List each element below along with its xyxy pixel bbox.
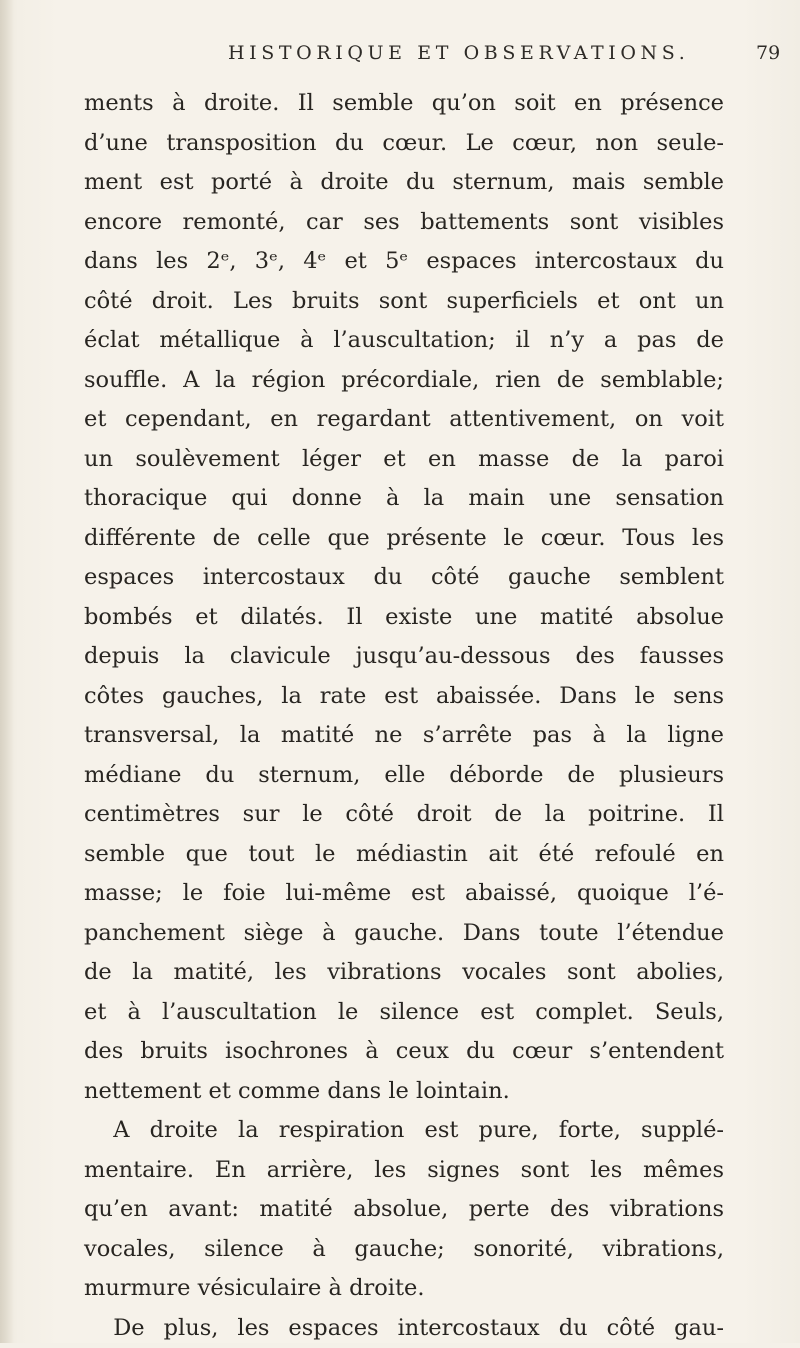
body-text xyxy=(84,84,724,1348)
text-line: panchement siège à gauche. Dans toute l’étendue xyxy=(84,914,724,954)
text-line: thoracique qui donne à la main une sensation xyxy=(84,479,724,519)
text-line: murmure vésiculaire à droite. xyxy=(84,1269,724,1309)
text-line: et à l’auscultation le silence est complet. Seuls, xyxy=(84,993,724,1033)
text-line: un soulèvement léger et en masse de la paroi xyxy=(84,440,724,480)
text-line: de la matité, les vibrations vocales sont abolies, xyxy=(84,953,724,993)
page-number: 79 xyxy=(756,42,780,64)
text-line: semble que tout le médiastin ait été refoulé en xyxy=(84,835,724,875)
text-line: mentaire. En arrière, les signes sont les mêmes xyxy=(84,1151,724,1191)
text-line: A droite la respiration est pure, forte, supplé- xyxy=(84,1111,724,1151)
text-line: espaces intercostaux du côté gauche semblent xyxy=(84,558,724,598)
text-line: différente de celle que présente le cœur. Tous les xyxy=(84,519,724,559)
text-line: ment est porté à droite du sternum, mais semble xyxy=(84,163,724,203)
page-binding-shadow xyxy=(0,0,14,1343)
text-line: nettement et comme dans le lointain. xyxy=(84,1072,724,1112)
text-line: souffle. A la région précordiale, rien de semblable; xyxy=(84,361,724,401)
running-title: HISTORIQUE ET OBSERVATIONS. xyxy=(228,42,689,64)
text-line: des bruits isochrones à ceux du cœur s’entendent xyxy=(84,1032,724,1072)
text-line: encore remonté, car ses battements sont visibles xyxy=(84,203,724,243)
text-line: transversal, la matité ne s’arrête pas à la ligne xyxy=(84,716,724,756)
text-line: dans les 2ᵉ, 3ᵉ, 4ᵉ et 5ᵉ espaces intercostaux du xyxy=(84,242,724,282)
running-head xyxy=(0,42,800,74)
text-line: De plus, les espaces intercostaux du côté gau- xyxy=(84,1309,724,1348)
text-line: depuis la clavicule jusqu’au-dessous des fausses xyxy=(84,637,724,677)
text-line: médiane du sternum, elle déborde de plusieurs xyxy=(84,756,724,796)
text-line: centimètres sur le côté droit de la poitrine. Il xyxy=(84,795,724,835)
text-line: qu’en avant: matité absolue, perte des vibrations xyxy=(84,1190,724,1230)
text-line: éclat métallique à l’auscultation; il n’y a pas de xyxy=(84,321,724,361)
text-line: côté droit. Les bruits sont superficiels et ont un xyxy=(84,282,724,322)
text-line: bombés et dilatés. Il existe une matité absolue xyxy=(84,598,724,638)
text-line: ments à droite. Il semble qu’on soit en présence xyxy=(84,84,724,124)
text-line: vocales, silence à gauche; sonorité, vibrations, xyxy=(84,1230,724,1270)
text-line: côtes gauches, la rate est abaissée. Dans le sens xyxy=(84,677,724,717)
text-line: masse; le foie lui-même est abaissé, quoique l’é- xyxy=(84,874,724,914)
text-line: d’une transposition du cœur. Le cœur, non seule- xyxy=(84,124,724,164)
text-line: et cependant, en regardant attentivement, on voit xyxy=(84,400,724,440)
